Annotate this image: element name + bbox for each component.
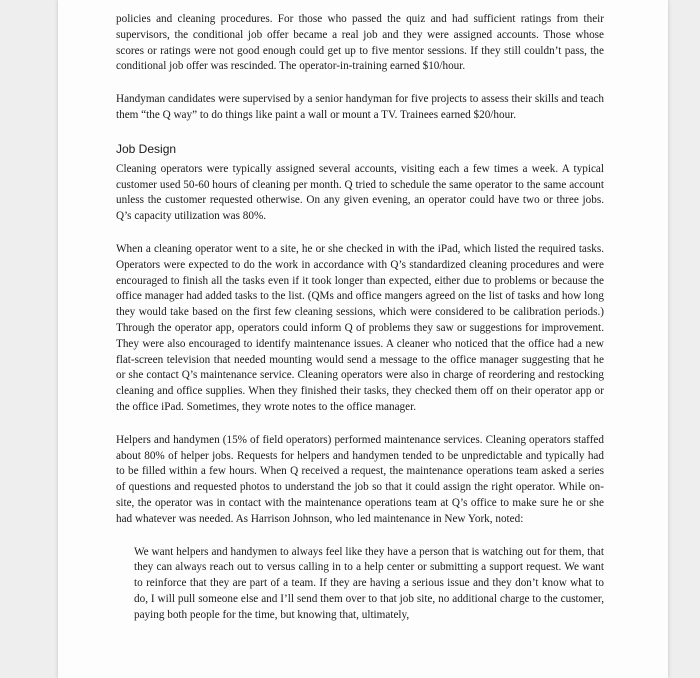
paragraph-cleaning-accounts: Cleaning operators were typically assigned several accounts, visiting each a few times a week. A typical customer used 50-60 hours of cleaning per month. Q tried to schedule the same operator to the same account unless the customer requested otherwise. On any given evening, an operator could have two or three jobs. Q’s capacity utilization was 80%. <box>116 162 604 223</box>
section-heading-job-design: Job Design <box>116 141 177 156</box>
block-quote-harrison-johnson: We want helpers and handymen to always feel like they have a person that is watching out for them, that they can always reach out to versus calling in to a help center or submitting a support request. We want to reinforce that they are part of a team. If they are having a serious issue and they don’t know what to do, I will pull someone else and I’ll send them over to that job site, no additional charge to the customer, paying both people for the time, but knowing that, ultimately, <box>134 545 604 621</box>
document-page <box>58 0 668 678</box>
paragraph-handyman-training: Handyman candidates were supervised by a senior handyman for five projects to assess their skills and teach them “the Q way” to do things like paint a wall or mount a TV. Trainees earned $20/hour. <box>116 93 604 121</box>
paragraph-training-outcome: policies and cleaning procedures. For those who passed the quiz and had sufficient ratings from their supervisors, the conditional job offer became a real job and they were assigned accounts. Those whose scores or ratings were not good enough could get up to five mentor sessions. If they still couldn’t pass, the conditional job offer was rescinded. The operator-in-training earned $10/hour. <box>116 13 604 73</box>
paragraph-maintenance-services: Helpers and handymen (15% of field operators) performed maintenance services. Cleaning operators staffed about 80% of helper jobs. Requests for helpers and handymen tended to be unpredictable and typically had to be filled within a few hours. When Q received a request, the maintenance operations team asked a series of questions and requested photos to understand the job so that it could assign the right operator. While on-site, the operator was in contact with the maintenance operations team at Q’s office to make sure he or she had whatever was needed. As Harrison Johnson, who led maintenance in New York, noted: <box>116 433 604 525</box>
document-body <box>116 12 604 624</box>
paragraph-site-procedure: When a cleaning operator went to a site, he or she checked in with the iPad, which listed the required tasks. Operators were expected to do the work in accordance with Q’s standardized cleaning procedures and were encouraged to finish all the tasks even if it took longer than expected, either due to problems or because the office manager had added tasks to the list. (QMs and office mangers agreed on the list of tasks and how long they would take based on the first few cleaning sessions, which were considered to be calibration periods.) Through the operator app, operators could inform Q of problems they saw or suggestions for improvement. They were also encouraged to identify maintenance issues. A cleaner who noticed that the office had a new flat-screen television that needed mounting would send a message to the office manager suggesting that he or she contact Q’s maintenance service. Cleaning operators were also in charge of reordering and restocking cleaning and office supplies. When they finished their tasks, they checked them off on their operator app or the office iPad. Sometimes, they wrote notes to the office manager. <box>116 242 604 413</box>
